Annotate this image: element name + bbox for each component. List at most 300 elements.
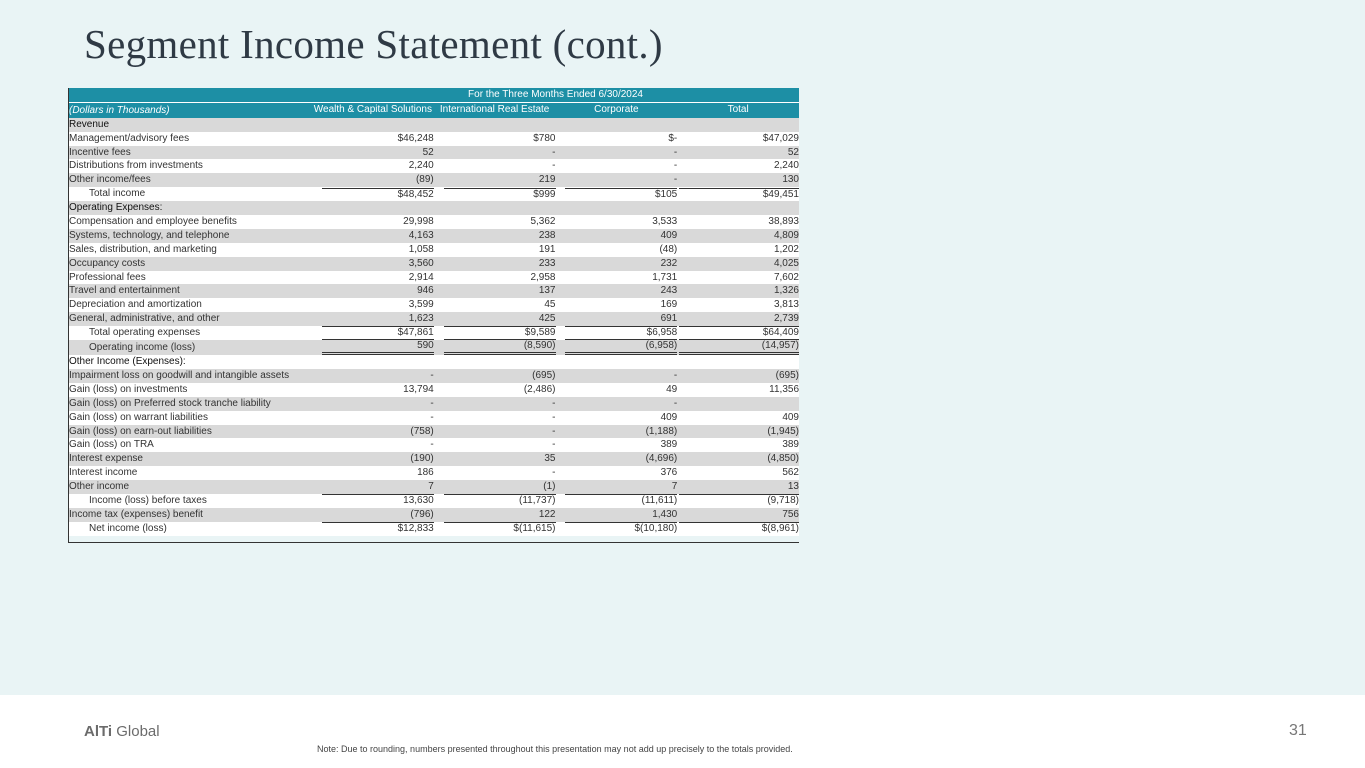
- cell-value: 1,326: [773, 285, 799, 297]
- table-row: [68, 466, 799, 480]
- cell: [677, 480, 799, 494]
- cell: [312, 522, 434, 536]
- cell-value: (1,945): [767, 425, 799, 437]
- cell: [556, 326, 678, 340]
- cell-value: -: [430, 397, 434, 409]
- cell: [677, 271, 799, 285]
- table-row: [68, 257, 799, 271]
- cell: [312, 159, 434, 173]
- row-label: Operating Expenses:: [68, 201, 312, 215]
- cell-value: 29,998: [403, 215, 434, 227]
- units-label: (Dollars in Thousands): [68, 102, 312, 117]
- cell: [434, 494, 556, 508]
- cell-value: 5,362: [530, 215, 556, 227]
- cell-value: 4,025: [773, 257, 799, 269]
- row-label: Gain (loss) on warrant liabilities: [68, 411, 312, 425]
- cell: [434, 438, 556, 452]
- cell: [556, 466, 678, 480]
- cell: [434, 215, 556, 229]
- table-row: [68, 326, 799, 340]
- cell: [677, 438, 799, 452]
- cell-value: 409: [660, 229, 678, 241]
- column-header: International Real Estate: [434, 102, 556, 117]
- cell: [556, 229, 678, 243]
- cell: [677, 355, 799, 369]
- cell: [556, 369, 678, 383]
- cell: [434, 411, 556, 425]
- cell-value: (1,188): [645, 425, 678, 437]
- cell: [434, 257, 556, 271]
- cell-value: 7: [671, 481, 678, 493]
- cell: [677, 369, 799, 383]
- cell: [556, 187, 678, 201]
- cell-value: 562: [782, 467, 799, 479]
- cell: [677, 522, 799, 536]
- cell: [312, 284, 434, 298]
- cell: [434, 284, 556, 298]
- cell: [556, 173, 678, 187]
- table-row: [68, 494, 799, 508]
- cell-value: $780: [533, 132, 556, 144]
- cell-value: 191: [538, 243, 556, 255]
- cell-value: 232: [660, 257, 678, 269]
- cell: [677, 215, 799, 229]
- cell-value: 389: [782, 439, 799, 451]
- cell: [677, 452, 799, 466]
- cell: [312, 466, 434, 480]
- cell-value: 1,058: [408, 243, 434, 255]
- cell: [312, 132, 434, 146]
- cell-value: $49,451: [679, 188, 799, 201]
- table-row: [68, 229, 799, 243]
- table-row: [68, 215, 799, 229]
- company-logo: [84, 723, 160, 740]
- table-row: [68, 411, 799, 425]
- cell: [677, 298, 799, 312]
- cell-value: [679, 202, 799, 214]
- cell: [312, 494, 434, 508]
- cell-value: -: [430, 439, 434, 451]
- table-row: [68, 201, 799, 215]
- cell: [677, 383, 799, 397]
- row-label: Incentive fees: [68, 146, 312, 160]
- cell: [556, 271, 678, 285]
- cell: [677, 243, 799, 257]
- cell-value: $(8,961): [679, 522, 799, 535]
- row-label: Impairment loss on goodwill and intangible assets: [68, 369, 312, 383]
- cell-value: 425: [538, 313, 556, 325]
- cell: [677, 312, 799, 326]
- cell: [434, 355, 556, 369]
- cell: [312, 383, 434, 397]
- cell: [677, 118, 799, 132]
- cell-value: 2,240: [408, 160, 434, 172]
- cell-value: [322, 202, 434, 214]
- cell-value: 49: [666, 383, 678, 395]
- table-row: [68, 132, 799, 146]
- cell-value: [679, 356, 799, 368]
- table-row: [68, 369, 799, 383]
- cell-value: $48,452: [322, 188, 434, 201]
- table-row: [68, 355, 799, 369]
- cell-value: -: [430, 411, 434, 423]
- table-row: [68, 438, 799, 452]
- row-label: Occupancy costs: [68, 257, 312, 271]
- cell-value: $(10,180): [565, 522, 677, 535]
- cell-value: 7: [428, 481, 434, 493]
- cell-value: -: [552, 411, 556, 423]
- cell-value: 243: [660, 285, 678, 297]
- period-header: For the Three Months Ended 6/30/2024: [312, 88, 799, 102]
- page-number: 31: [1289, 722, 1307, 739]
- cell-value: [679, 119, 799, 131]
- cell: [312, 425, 434, 439]
- cell: [312, 452, 434, 466]
- cell: [312, 146, 434, 160]
- cell: [677, 340, 799, 355]
- cell-value: 590: [322, 340, 434, 355]
- cell: [434, 229, 556, 243]
- cell-value: 2,958: [530, 271, 556, 283]
- cell: [434, 425, 556, 439]
- cell-value: 238: [538, 229, 556, 241]
- cell: [434, 187, 556, 201]
- table-row: [68, 452, 799, 466]
- cell-value: 13,794: [403, 383, 434, 395]
- cell-value: $47,029: [762, 132, 799, 144]
- cell-value: 756: [782, 508, 799, 520]
- cell-value: (4,850): [767, 453, 799, 465]
- cell-value: 1,202: [773, 243, 799, 255]
- row-label: Other Income (Expenses):: [68, 355, 312, 369]
- cell-value: [444, 202, 556, 214]
- cell-value: 45: [544, 299, 556, 311]
- cell-value: -: [673, 369, 678, 381]
- cell-value: 233: [538, 257, 556, 269]
- cell-value: 35: [544, 453, 556, 465]
- cell: [556, 257, 678, 271]
- cell-value: (2,486): [523, 383, 556, 395]
- table-row: [68, 118, 799, 132]
- cell-value: [444, 119, 556, 131]
- cell: [434, 369, 556, 383]
- cell: [312, 411, 434, 425]
- cell: [312, 215, 434, 229]
- cell: [312, 298, 434, 312]
- table-row: [68, 340, 799, 355]
- table-column-header-row: [68, 102, 799, 117]
- cell: [434, 340, 556, 355]
- cell-value: [322, 356, 434, 368]
- cell: [434, 397, 556, 411]
- page-title: Segment Income Statement (cont.): [84, 21, 663, 67]
- cell-value: (8,590): [444, 340, 556, 355]
- cell-value: 137: [538, 285, 556, 297]
- cell-value: 2,914: [408, 271, 434, 283]
- cell-value: 1,623: [408, 313, 434, 325]
- cell: [434, 383, 556, 397]
- table-row: [68, 480, 799, 494]
- cell-value: (190): [410, 453, 434, 465]
- cell-value: 409: [660, 411, 678, 423]
- row-label: Revenue: [68, 118, 312, 132]
- cell-value: 3,560: [408, 257, 434, 269]
- cell: [556, 494, 678, 508]
- cell: [434, 201, 556, 215]
- cell-value: (11,737): [444, 494, 556, 507]
- cell: [556, 340, 678, 355]
- row-label: Distributions from investments: [68, 159, 312, 173]
- cell-value: -: [673, 174, 678, 186]
- cell: [312, 257, 434, 271]
- cell: [312, 326, 434, 340]
- cell: [434, 508, 556, 522]
- cell-value: 3,599: [408, 299, 434, 311]
- cell: [556, 522, 678, 536]
- cell: [677, 201, 799, 215]
- cell: [312, 271, 434, 285]
- cell: [556, 118, 678, 132]
- table-period-header-row: [68, 88, 799, 102]
- cell-value: -: [552, 467, 556, 479]
- cell-value: 13: [787, 481, 799, 493]
- cell-value: 4,163: [408, 229, 434, 241]
- cell: [434, 312, 556, 326]
- cell: [677, 466, 799, 480]
- cell: [677, 397, 799, 411]
- row-label: Total operating expenses: [68, 326, 312, 340]
- cell: [434, 271, 556, 285]
- cell-value: 2,739: [773, 313, 799, 325]
- cell: [677, 187, 799, 201]
- cell-value: -: [552, 397, 556, 409]
- cell: [556, 397, 678, 411]
- footnote: Note: Due to rounding, numbers presented throughout this presentation may not add up precisely to the totals provided.: [317, 744, 793, 754]
- cell-value: $6,958: [565, 326, 677, 340]
- cell: [556, 146, 678, 160]
- cell: [312, 340, 434, 355]
- cell: [312, 369, 434, 383]
- table-row: [68, 284, 799, 298]
- cell: [312, 243, 434, 257]
- cell: [556, 298, 678, 312]
- cell-value: $(11,615): [444, 522, 556, 535]
- cell-value: -: [552, 439, 556, 451]
- logo-bold-text: AlTi: [84, 723, 113, 740]
- cell-value: $9,589: [444, 326, 556, 340]
- column-header: Wealth & Capital Solutions: [312, 102, 434, 117]
- cell-value: 3,533: [652, 215, 678, 227]
- cell: [677, 132, 799, 146]
- row-label: Income tax (expenses) benefit: [68, 508, 312, 522]
- cell-value: 409: [782, 411, 799, 423]
- cell: [556, 480, 678, 494]
- cell-value: (48): [659, 243, 678, 255]
- cell-value: (4,696): [645, 453, 678, 465]
- column-header: Total: [677, 102, 799, 117]
- cell-value: 389: [660, 439, 678, 451]
- row-label: Professional fees: [68, 271, 312, 285]
- row-label: Management/advisory fees: [68, 132, 312, 146]
- cell-value: -: [673, 397, 678, 409]
- cell: [677, 411, 799, 425]
- row-label: Other income/fees: [68, 173, 312, 187]
- cell-value: 7,602: [773, 271, 799, 283]
- cell-value: (695): [775, 369, 799, 381]
- row-label: Total income: [68, 187, 312, 201]
- row-label: Other income: [68, 480, 312, 494]
- cell-value: 1,430: [652, 508, 678, 520]
- cell-value: -: [552, 160, 556, 172]
- cell: [677, 173, 799, 187]
- cell-value: (695): [532, 369, 556, 381]
- cell: [434, 326, 556, 340]
- cell-value: 186: [417, 467, 434, 479]
- cell-value: -: [673, 160, 678, 172]
- cell: [434, 159, 556, 173]
- row-label: Interest expense: [68, 452, 312, 466]
- cell-value: -: [552, 425, 556, 437]
- row-label: Net income (loss): [68, 522, 312, 536]
- cell-value: $999: [444, 188, 556, 201]
- cell: [556, 201, 678, 215]
- cell: [556, 425, 678, 439]
- segment-income-table: [68, 88, 799, 536]
- row-label: Gain (loss) on earn-out liabilities: [68, 425, 312, 439]
- column-header: Corporate: [556, 102, 678, 117]
- table-row: [68, 397, 799, 411]
- cell: [434, 480, 556, 494]
- table-row: [68, 146, 799, 160]
- cell: [434, 243, 556, 257]
- cell-value: [565, 356, 677, 368]
- cell: [312, 480, 434, 494]
- row-label: Depreciation and amortization: [68, 298, 312, 312]
- row-label: Sales, distribution, and marketing: [68, 243, 312, 257]
- logo-rest-text: Global: [112, 723, 160, 740]
- cell: [434, 522, 556, 536]
- row-label: Operating income (loss): [68, 340, 312, 355]
- cell: [556, 215, 678, 229]
- cell-value: (14,957): [679, 340, 799, 355]
- cell: [434, 118, 556, 132]
- cell: [312, 118, 434, 132]
- cell: [434, 146, 556, 160]
- cell: [312, 229, 434, 243]
- table-row: [68, 243, 799, 257]
- cell-value: 130: [782, 174, 799, 186]
- row-label: Interest income: [68, 466, 312, 480]
- cell-value: 946: [417, 285, 434, 297]
- cell-value: (89): [415, 174, 434, 186]
- cell-value: (11,611): [565, 494, 677, 507]
- cell-value: [565, 202, 677, 214]
- cell: [556, 312, 678, 326]
- cell-value: (6,958): [565, 340, 677, 355]
- cell-value: 11,356: [769, 383, 799, 395]
- cell-value: 122: [538, 508, 556, 520]
- cell: [556, 132, 678, 146]
- cell-value: $46,248: [397, 132, 434, 144]
- cell: [556, 159, 678, 173]
- cell-value: 219: [538, 174, 556, 186]
- cell-value: [444, 356, 556, 368]
- cell-value: (758): [410, 425, 434, 437]
- cell: [434, 452, 556, 466]
- cell-value: 52: [422, 146, 434, 158]
- cell: [556, 452, 678, 466]
- cell-value: [565, 119, 677, 131]
- table-row: [68, 159, 799, 173]
- row-label: General, administrative, and other: [68, 312, 312, 326]
- cell-value: 4,809: [773, 229, 799, 241]
- row-label: Travel and entertainment: [68, 284, 312, 298]
- cell: [556, 383, 678, 397]
- row-label: Compensation and employee benefits: [68, 215, 312, 229]
- cell: [312, 508, 434, 522]
- cell-value: 38,893: [768, 215, 799, 227]
- cell: [556, 355, 678, 369]
- cell-value: 2,240: [773, 160, 799, 172]
- cell-value: 13,630: [322, 494, 434, 507]
- cell: [677, 494, 799, 508]
- cell-value: $12,833: [322, 522, 434, 535]
- cell: [556, 508, 678, 522]
- cell-value: (796): [410, 508, 434, 520]
- table-row: [68, 173, 799, 187]
- cell: [556, 438, 678, 452]
- cell-value: [679, 398, 799, 410]
- cell: [677, 425, 799, 439]
- cell: [677, 326, 799, 340]
- cell-value: (9,718): [679, 494, 799, 507]
- cell: [312, 173, 434, 187]
- cell-value: 691: [660, 313, 678, 325]
- row-label: Systems, technology, and telephone: [68, 229, 312, 243]
- cell: [677, 508, 799, 522]
- cell: [434, 173, 556, 187]
- table-row: [68, 187, 799, 201]
- cell-value: (1): [543, 481, 556, 493]
- cell-value: 52: [787, 146, 799, 158]
- cell-value: 1,731: [652, 271, 678, 283]
- table-row: [68, 522, 799, 536]
- cell: [312, 397, 434, 411]
- cell: [312, 312, 434, 326]
- cell: [556, 243, 678, 257]
- cell-value: $47,861: [322, 326, 434, 340]
- cell-value: $-: [668, 132, 678, 144]
- cell: [677, 159, 799, 173]
- cell-value: $64,409: [679, 326, 799, 340]
- cell-value: $105: [565, 188, 677, 201]
- table-row: [68, 298, 799, 312]
- row-label: Income (loss) before taxes: [68, 494, 312, 508]
- cell: [677, 146, 799, 160]
- row-label: Gain (loss) on Preferred stock tranche liability: [68, 397, 312, 411]
- cell: [312, 187, 434, 201]
- cell: [312, 201, 434, 215]
- cell-value: 3,813: [773, 299, 799, 311]
- cell: [434, 298, 556, 312]
- cell-value: 169: [660, 299, 678, 311]
- cell: [312, 438, 434, 452]
- table-row: [68, 312, 799, 326]
- cell-value: -: [673, 146, 678, 158]
- cell: [677, 284, 799, 298]
- cell: [434, 132, 556, 146]
- cell: [556, 284, 678, 298]
